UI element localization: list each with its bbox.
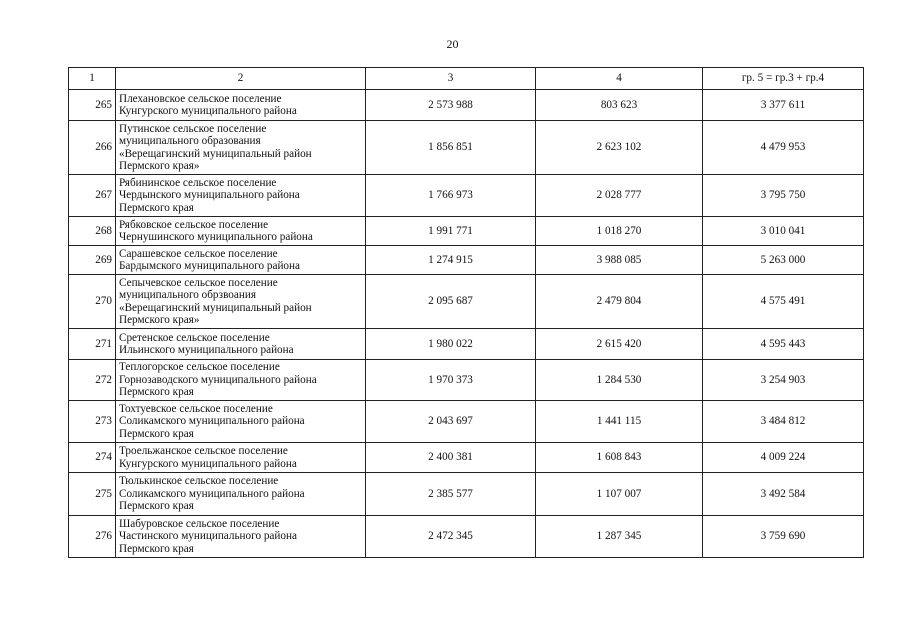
- settlement-name: Плехановское сельское поселение Кунгурского муниципального района: [116, 90, 366, 121]
- column-4-value: 1 287 345: [536, 516, 703, 558]
- column-5-total: 4 479 953: [703, 121, 864, 175]
- row-number: 276: [69, 516, 116, 558]
- row-number: 270: [69, 275, 116, 329]
- column-5-total: 4 595 443: [703, 329, 864, 360]
- header-cell-4: 4: [536, 68, 703, 90]
- settlement-name: Сарашевское сельское поселение Бардымского муниципального района: [116, 246, 366, 275]
- settlement-name: Теплогорское сельское поселение Горнозаводского муниципального района Пермского края: [116, 360, 366, 401]
- column-3-value: 1 766 973: [366, 175, 536, 217]
- header-cell-5: гр. 5 = гр.3 + гр.4: [703, 68, 864, 90]
- table-row: [69, 401, 864, 443]
- page-number: 20: [446, 37, 459, 51]
- row-number: 268: [69, 217, 116, 246]
- column-4-value: 1 441 115: [536, 401, 703, 443]
- table-row: [69, 329, 864, 360]
- table-body: [69, 90, 864, 558]
- column-4-value: 2 615 420: [536, 329, 703, 360]
- settlement-name: Тюлькинское сельское поселение Соликамского муниципального района Пермского края: [116, 473, 366, 516]
- row-number: 275: [69, 473, 116, 516]
- table-row: [69, 175, 864, 217]
- row-number: 266: [69, 121, 116, 175]
- column-3-value: 2 400 381: [366, 443, 536, 473]
- settlement-name: Тохтуевское сельское поселение Соликамского муниципального района Пермского края: [116, 401, 366, 443]
- column-4-value: 2 623 102: [536, 121, 703, 175]
- row-number: 269: [69, 246, 116, 275]
- table-row: [69, 246, 864, 275]
- column-5-total: 3 377 611: [703, 90, 864, 121]
- settlement-name: Сретенское сельское поселение Ильинского муниципального района: [116, 329, 366, 360]
- table-row: [69, 516, 864, 558]
- settlement-name: Сепычевское сельское поселение муниципального обрзвоания «Верещагинский муниципальный район Пермского края»: [116, 275, 366, 329]
- column-5-total: 5 263 000: [703, 246, 864, 275]
- header-cell-3: 3: [366, 68, 536, 90]
- column-5-total: 3 254 903: [703, 360, 864, 401]
- header-cell-2: 2: [116, 68, 366, 90]
- table-row: [69, 473, 864, 516]
- column-5-total: 3 759 690: [703, 516, 864, 558]
- settlement-name: Троельжанское сельское поселение Кунгурского муниципального района: [116, 443, 366, 473]
- column-3-value: 2 095 687: [366, 275, 536, 329]
- table-row: [69, 360, 864, 401]
- column-3-value: 1 856 851: [366, 121, 536, 175]
- column-4-value: 3 988 085: [536, 246, 703, 275]
- row-number: 267: [69, 175, 116, 217]
- row-number: 273: [69, 401, 116, 443]
- table-row: [69, 121, 864, 175]
- column-5-total: 3 484 812: [703, 401, 864, 443]
- column-3-value: 2 043 697: [366, 401, 536, 443]
- row-number: 272: [69, 360, 116, 401]
- column-3-value: 1 991 771: [366, 217, 536, 246]
- column-4-value: 1 107 007: [536, 473, 703, 516]
- column-3-value: 1 274 915: [366, 246, 536, 275]
- column-4-value: 2 028 777: [536, 175, 703, 217]
- budget-table: [68, 67, 864, 558]
- row-number: 265: [69, 90, 116, 121]
- column-4-value: 2 479 804: [536, 275, 703, 329]
- settlement-name: Шабуровское сельское поселение Частинского муниципального района Пермского края: [116, 516, 366, 558]
- column-3-value: 1 980 022: [366, 329, 536, 360]
- table-row: [69, 90, 864, 121]
- column-4-value: 1 608 843: [536, 443, 703, 473]
- row-number: 274: [69, 443, 116, 473]
- column-3-value: 2 472 345: [366, 516, 536, 558]
- settlement-name: Рябковское сельское поселение Чернушинского муниципального района: [116, 217, 366, 246]
- column-4-value: 1 284 530: [536, 360, 703, 401]
- column-5-total: 3 010 041: [703, 217, 864, 246]
- column-5-total: 4 009 224: [703, 443, 864, 473]
- table-row: [69, 443, 864, 473]
- row-number: 271: [69, 329, 116, 360]
- table-row: [69, 217, 864, 246]
- column-3-value: 1 970 373: [366, 360, 536, 401]
- table-row: [69, 275, 864, 329]
- column-3-value: 2 385 577: [366, 473, 536, 516]
- settlement-name: Рябининское сельское поселение Чердынского муниципального района Пермского края: [116, 175, 366, 217]
- column-3-value: 2 573 988: [366, 90, 536, 121]
- header-cell-1: 1: [69, 68, 116, 90]
- column-5-total: 4 575 491: [703, 275, 864, 329]
- column-5-total: 3 795 750: [703, 175, 864, 217]
- table-header-row: [69, 68, 864, 90]
- settlement-name: Путинское сельское поселение муниципального образования «Верещагинский муниципальный район Пермского края»: [116, 121, 366, 175]
- column-4-value: 803 623: [536, 90, 703, 121]
- column-4-value: 1 018 270: [536, 217, 703, 246]
- column-5-total: 3 492 584: [703, 473, 864, 516]
